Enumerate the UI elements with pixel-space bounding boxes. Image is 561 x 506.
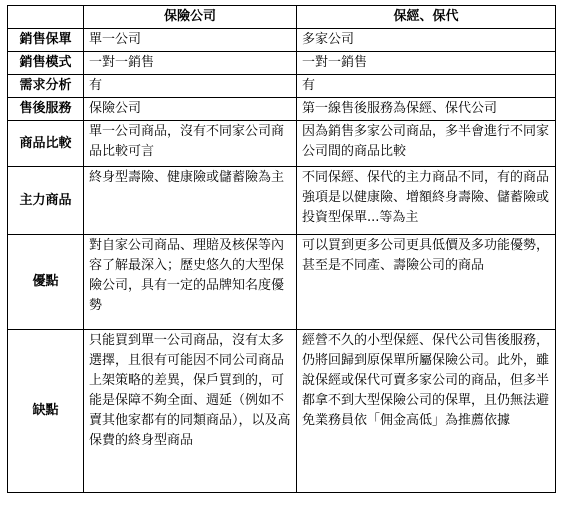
row-label: 銷售保單 — [8, 29, 84, 52]
corner-cell — [8, 6, 84, 29]
row-label: 商品比較 — [8, 121, 84, 167]
table-row — [8, 52, 556, 75]
company-cell: 保險公司 — [84, 98, 297, 121]
company-cell: 只能買到單一公司商品，沒有太多選擇，且很有可能因不同公司商品上架策略的差異，保戶買到的，可能是保障不夠全面、週延（例如不賣其他家都有的同類商品），以及高保費的終身型商品 — [84, 330, 297, 493]
row-label: 售後服務 — [8, 98, 84, 121]
company-cell: 對自家公司商品、理賠及核保等內容了解最深入；歷史悠久的大型保險公司，具有一定的品牌知名度優勢 — [84, 235, 297, 330]
broker-cell: 第一線售後服務為保經、保代公司 — [297, 98, 556, 121]
table-row — [8, 29, 556, 52]
header-insurance-company: 保險公司 — [84, 6, 297, 29]
table-row — [8, 167, 556, 235]
company-cell: 終身型壽險、健康險或儲蓄險為主 — [84, 167, 297, 235]
company-cell: 有 — [84, 75, 297, 98]
broker-cell: 可以買到更多公司更具低價及多功能優勢，甚至是不同產、壽險公司的商品 — [297, 235, 556, 330]
broker-cell: 不同保經、保代的主力商品不同，有的商品強項是以健康險、增額終身壽險、儲蓄險或投資型保單...等為主 — [297, 167, 556, 235]
broker-cell: 多家公司 — [297, 29, 556, 52]
table-row — [8, 98, 556, 121]
broker-cell: 經營不久的小型保經、保代公司售後服務，仍將回歸到原保單所屬保險公司。此外，雖說保經或保代可賣多家公司的商品，但多半都拿不到大型保險公司的保單，且仍無法避免業務員依「佣金高低」為推薦依據 — [297, 330, 556, 493]
table-row — [8, 235, 556, 330]
header-broker-agent: 保經、保代 — [297, 6, 556, 29]
broker-cell: 一對一銷售 — [297, 52, 556, 75]
table-row — [8, 330, 556, 493]
broker-cell: 有 — [297, 75, 556, 98]
header-row — [8, 6, 556, 29]
comparison-table — [7, 5, 556, 493]
row-label: 優點 — [8, 235, 84, 330]
row-label: 需求分析 — [8, 75, 84, 98]
row-label: 缺點 — [8, 330, 84, 493]
company-cell: 單一公司商品，沒有不同家公司商品比較可言 — [84, 121, 297, 167]
row-label: 主力商品 — [8, 167, 84, 235]
table-row — [8, 75, 556, 98]
broker-cell: 因為銷售多家公司商品，多半會進行不同家公司間的商品比較 — [297, 121, 556, 167]
row-label: 銷售模式 — [8, 52, 84, 75]
company-cell: 單一公司 — [84, 29, 297, 52]
table-row — [8, 121, 556, 167]
company-cell: 一對一銷售 — [84, 52, 297, 75]
